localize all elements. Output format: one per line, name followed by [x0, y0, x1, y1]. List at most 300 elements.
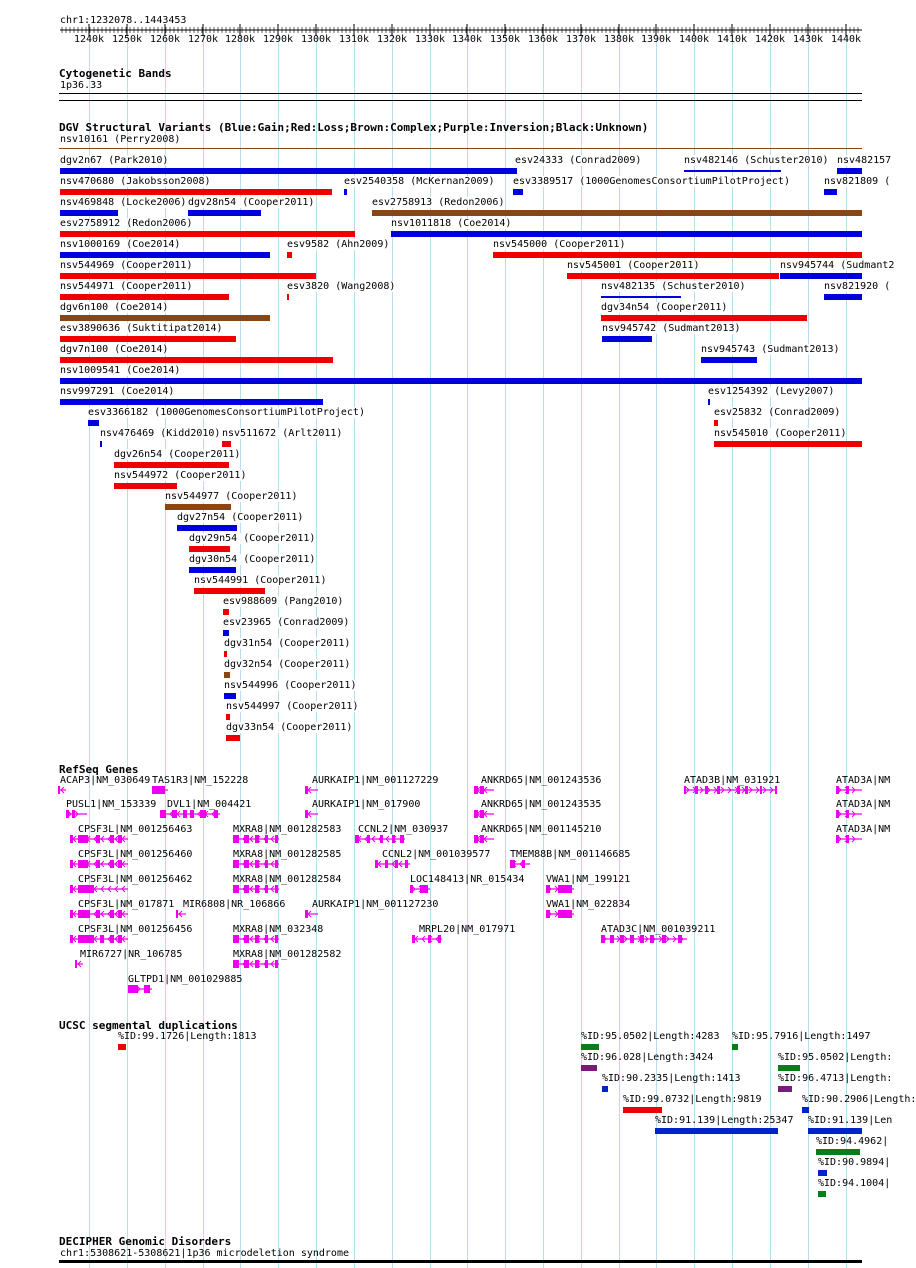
variant-study: (Cooper2011)	[225, 491, 298, 502]
gene-label: MRPL20|NM_017971	[419, 924, 516, 935]
gene-label: MXRA8|NM_032348	[233, 924, 324, 935]
variant-id: esv2758913	[372, 197, 433, 208]
variant-label	[602, 323, 741, 334]
variant-study: (Schuster2010)	[744, 155, 829, 166]
segdup-item[interactable]	[0, 1157, 890, 1177]
variant-label	[223, 596, 343, 607]
segdup-item[interactable]	[0, 1115, 893, 1135]
variant-id: dgv31n54	[224, 638, 273, 649]
gene-label: ANKRD65|NM_001145210	[481, 824, 602, 835]
dgv-variant-nsv544972[interactable]	[0, 470, 890, 490]
segdup-label: %ID:96.028|Length:3424	[581, 1052, 714, 1063]
refseq-gene[interactable]	[0, 775, 890, 795]
variant-bar[interactable]	[223, 630, 229, 636]
variant-bar[interactable]	[114, 462, 229, 468]
variant-study: (1000GenomesConsortiumPilotProject)	[579, 176, 790, 187]
ruler-tick-label: 1280k	[224, 34, 256, 45]
dgv-variant-esv988609[interactable]	[0, 596, 890, 616]
dgv-variant-nsv821809[interactable]	[0, 176, 890, 196]
variant-id: nsv544971	[60, 281, 115, 292]
dgv-variant-dgv34n54[interactable]	[0, 302, 890, 322]
variant-study: (Cooper2011)	[627, 260, 700, 271]
variant-id: nsv476469	[100, 428, 155, 439]
variant-study: (Cooper2011)	[168, 449, 241, 460]
variant-bar[interactable]	[714, 441, 862, 447]
segdup-label: %ID:90.2335|Length:1413	[602, 1073, 741, 1084]
segdup-bar[interactable]	[802, 1107, 809, 1113]
refseq-gene[interactable]	[0, 949, 890, 969]
dgv-variant-nsv1011818[interactable]	[0, 218, 890, 238]
gene-model[interactable]	[0, 959, 890, 971]
gene-label: MXRA8|NM_001282583	[233, 824, 342, 835]
ruler-tick-label: 1430k	[792, 34, 824, 45]
dgv-variant-nsv544997[interactable]	[0, 701, 890, 721]
dgv-track-title[interactable]: DGV Structural Variants (Blue:Gain;Red:Loss;Brown:Complex;Purple:Inversion;Black:Unknown)	[59, 121, 649, 134]
variant-id: nsv482146	[684, 155, 739, 166]
variant-label	[114, 470, 246, 481]
ruler-tick-label: 1340k	[451, 34, 483, 45]
segdup-bar[interactable]	[778, 1086, 792, 1092]
gene-label: VWA1|NM_199121	[546, 874, 631, 885]
ruler-tick-label: 1400k	[678, 34, 710, 45]
variant-id: nsv997291	[60, 386, 115, 397]
ruler-tick-label: 1260k	[149, 34, 181, 45]
gene-label: VWA1|NM_022834	[546, 899, 631, 910]
gene-exon	[275, 960, 278, 968]
variant-study: (Cooper2011)	[120, 281, 193, 292]
gene-model[interactable]	[0, 809, 890, 821]
dgv-variant-dgv29n54[interactable]	[0, 533, 890, 553]
segdup-bar[interactable]	[808, 1128, 862, 1134]
gene-exon	[265, 960, 268, 968]
gene-exon	[662, 935, 666, 943]
variant-study: (Cooper2011)	[254, 575, 327, 586]
variant-study: (Redon2006)	[126, 218, 193, 229]
ruler-tick-label: 1380k	[603, 34, 635, 45]
gene-label: ATAD3A|NM	[836, 799, 891, 810]
variant-bar[interactable]	[837, 168, 862, 174]
variant-label	[714, 428, 846, 439]
decipher-track-title[interactable]: DECIPHER Genomic Disorders	[59, 1235, 232, 1248]
dgv-variant-nsv1009541[interactable]	[0, 365, 890, 385]
variant-study: (	[884, 176, 891, 187]
gene-exon	[678, 935, 682, 943]
ruler-tick-label: 1360k	[527, 34, 559, 45]
variant-id: nsv945742	[602, 323, 657, 334]
variant-id: esv3389517	[513, 176, 574, 187]
gene-label: ACAP3|NM_030649	[60, 775, 151, 786]
dgv-variant-nsv544991[interactable]	[0, 575, 890, 595]
refseq-gene[interactable]	[0, 799, 890, 819]
gene-exon	[510, 860, 515, 868]
gene-label: CPSF3L|NM_001256460	[78, 849, 193, 860]
refseq-gene[interactable]	[0, 849, 890, 869]
variant-label	[226, 722, 352, 733]
segdup-item[interactable]	[0, 1094, 916, 1114]
variant-label	[837, 155, 891, 166]
segdup-track-title[interactable]: UCSC segmental duplications	[59, 1019, 238, 1032]
gene-model[interactable]	[0, 859, 890, 871]
variant-label	[493, 239, 625, 250]
gene-exon	[558, 885, 572, 893]
gene-label: ATAD3B|NM_031921	[684, 775, 781, 786]
variant-label	[824, 281, 890, 292]
segdup-bar[interactable]	[778, 1065, 800, 1071]
variant-id: dgv34n54	[601, 302, 650, 313]
gene-exon	[630, 935, 634, 943]
variant-id: nsv1009541	[60, 365, 121, 376]
gene-exon	[620, 935, 624, 943]
variant-study: (Ahn2009)	[335, 239, 390, 250]
ruler-tick-label: 1420k	[754, 34, 786, 45]
segdup-item[interactable]	[0, 1136, 890, 1156]
variant-label	[224, 680, 356, 691]
segdup-item[interactable]	[0, 1073, 893, 1093]
dgv-variant-nsv945744[interactable]	[0, 260, 895, 280]
gene-label: ANKRD65|NM_001243535	[481, 799, 602, 810]
variant-label	[165, 491, 297, 502]
variant-id: esv24333	[515, 155, 564, 166]
cytoband-label: 1p36.33	[60, 80, 103, 91]
variant-id: nsv545010	[714, 428, 769, 439]
ruler-tick-label: 1250k	[111, 34, 143, 45]
gene-model[interactable]	[0, 884, 890, 896]
segdup-label: %ID:99.0732|Length:9819	[623, 1094, 762, 1105]
gene-label: PUSL1|NM_153339	[66, 799, 157, 810]
variant-study: (Schuster2010)	[661, 281, 746, 292]
variant-study: (Suktitipat2014)	[126, 323, 223, 334]
ruler-tick-label: 1300k	[300, 34, 332, 45]
variant-study: (Cooper2011)	[278, 659, 351, 670]
variant-id: nsv482157	[837, 155, 892, 166]
refseq-gene[interactable]	[0, 899, 890, 919]
variant-id: nsv511672	[222, 428, 277, 439]
gene-label: MIR6727|NR_106785	[80, 949, 183, 960]
variant-id: nsv544977	[165, 491, 220, 502]
dgv-variant-nsv545000[interactable]	[0, 239, 890, 259]
variant-id: dgv7n100	[60, 344, 109, 355]
gene-exon	[650, 935, 654, 943]
gene-label: AURKAIP1|NM_017900	[312, 799, 421, 810]
variant-label	[224, 638, 350, 649]
segdup-item[interactable]	[0, 1052, 893, 1072]
variant-id: esv23965	[223, 617, 272, 628]
variant-bar[interactable]	[189, 546, 230, 552]
variant-label	[194, 575, 326, 586]
gene-label: MXRA8|NM_001282585	[233, 849, 342, 860]
gene-label: CPSF3L|NM_001256463	[78, 824, 193, 835]
variant-study: (Cooper2011)	[774, 428, 847, 439]
refseq-gene[interactable]	[0, 874, 890, 894]
variant-id: nsv545001	[567, 260, 622, 271]
segdup-bar[interactable]	[732, 1044, 738, 1050]
ruler-tick-label: 1320k	[376, 34, 408, 45]
variant-label	[177, 512, 303, 523]
segdup-bar[interactable]	[818, 1191, 826, 1197]
segdup-label: %ID:90.2906|Length:	[802, 1094, 916, 1105]
variant-id: dgv29n54	[189, 533, 238, 544]
variant-study: (Jakobsson2008)	[120, 176, 211, 187]
dgv-variant-dgv31n54[interactable]	[0, 638, 890, 658]
gene-label: ATAD3C|NM_001039211	[601, 924, 716, 935]
variant-bar[interactable]	[224, 693, 236, 699]
variant-label	[714, 407, 840, 418]
dgv-variant-nsv545010[interactable]	[0, 428, 890, 448]
variant-bar[interactable]	[493, 252, 862, 258]
gene-label: TAS1R3|NM_152228	[152, 775, 249, 786]
variant-study: (Cooper2011)	[286, 701, 359, 712]
variant-id: esv25832	[714, 407, 763, 418]
variant-study: (Locke2006)	[120, 197, 187, 208]
gene-label: CCNL2|NM_001039577	[382, 849, 491, 860]
variant-bar[interactable]	[194, 588, 265, 594]
ruler-tick-label: 1310k	[338, 34, 370, 45]
segdup-label: %ID:96.4713|Length:	[778, 1073, 893, 1084]
dgv-variant-esv2758913[interactable]	[0, 197, 890, 217]
variant-study: (Cooper2011)	[174, 470, 247, 481]
variant-bar[interactable]	[223, 609, 229, 615]
variant-label	[701, 344, 840, 355]
variant-bar[interactable]	[60, 378, 862, 384]
gene-exon	[546, 910, 550, 918]
variant-label	[114, 449, 240, 460]
refseq-gene[interactable]	[0, 924, 890, 944]
variant-study: (Kidd2010)	[160, 428, 221, 439]
variant-study: (Cooper2011)	[553, 239, 626, 250]
gene-model[interactable]	[0, 909, 890, 921]
variant-id: nsv482135	[601, 281, 656, 292]
dgv-variant-nsv821920[interactable]	[0, 281, 890, 301]
variant-id: dgv30n54	[189, 554, 238, 565]
variant-id: nsv945743	[701, 344, 756, 355]
variant-study: (Coe2014)	[114, 344, 169, 355]
variant-bar[interactable]	[714, 420, 718, 426]
gene-exon	[846, 835, 849, 843]
track-divider	[59, 100, 862, 101]
variant-bar[interactable]	[372, 210, 862, 216]
variant-study: (Cooper2011)	[278, 638, 351, 649]
variant-id: nsv470680	[60, 176, 115, 187]
segdup-label: %ID:91.139|Len	[808, 1115, 893, 1126]
refseq-gene[interactable]	[0, 824, 890, 844]
variant-id: esv3366182	[88, 407, 149, 418]
gene-label: ATAD3A|NM	[836, 775, 891, 786]
variant-study: (Conrad2009)	[768, 407, 841, 418]
variant-bar[interactable]	[708, 399, 710, 405]
segdup-bar[interactable]	[818, 1170, 827, 1176]
variant-study: (Coe2014)	[126, 365, 181, 376]
variant-id: dgv28n54	[188, 197, 237, 208]
variant-study: (Cooper2011)	[231, 512, 304, 523]
variant-id: dgv27n54	[177, 512, 226, 523]
variant-label	[60, 365, 180, 376]
segdup-item[interactable]	[0, 1031, 890, 1051]
segdup-label: %ID:90.9894|	[818, 1157, 891, 1168]
segdup-label: %ID:91.139|Length:25347	[655, 1115, 794, 1126]
variant-bar[interactable]	[391, 231, 862, 237]
dgv-variant-esv23965[interactable]	[0, 617, 890, 637]
variant-study: (Sudmant2013)	[761, 344, 840, 355]
variant-bar[interactable]	[226, 735, 240, 741]
variant-study: (Levy2007)	[774, 386, 835, 397]
variant-label	[224, 659, 350, 670]
gene-exon	[244, 960, 249, 968]
variant-bar[interactable]	[601, 315, 807, 321]
variant-study: (Conrad2009)	[569, 155, 642, 166]
gene-label: MXRA8|NM_001282584	[233, 874, 342, 885]
variant-id: nsv544972	[114, 470, 169, 481]
variant-id: nsv1011818	[391, 218, 452, 229]
variant-bar[interactable]	[189, 567, 236, 573]
variant-study: (Cooper2011)	[120, 260, 193, 271]
variant-id: esv3890636	[60, 323, 121, 334]
variant-label	[223, 617, 349, 628]
gene-label: CCNL2|NM_030937	[358, 824, 449, 835]
variant-id: nsv544969	[60, 260, 115, 271]
ruler-tick-label: 1370k	[565, 34, 597, 45]
ruler-tick-label: 1350k	[489, 34, 521, 45]
gene-exon	[233, 960, 239, 968]
dgv-variant-dgv32n54[interactable]	[0, 659, 890, 679]
variant-label	[708, 386, 834, 397]
variant-bar[interactable]	[824, 189, 837, 195]
variant-label	[824, 176, 890, 187]
variant-id: nsv1000169	[60, 239, 121, 250]
gene-label: MIR6808|NR_106866	[183, 899, 286, 910]
gene-exon	[522, 860, 525, 868]
decipher-item-label[interactable]: chr1:5308621-5308621|1p36 microdeletion syndrome	[60, 1248, 349, 1259]
gene-exon	[640, 935, 644, 943]
dgv-header-bar	[59, 148, 862, 149]
variant-bar[interactable]	[224, 651, 227, 657]
gene-label: MXRA8|NM_001282582	[233, 949, 342, 960]
dgv-variant-dgv27n54[interactable]	[0, 512, 890, 532]
variant-study: (	[884, 281, 891, 292]
variant-id: dgv32n54	[224, 659, 273, 670]
gene-label: ATAD3A|NM	[836, 824, 891, 835]
variant-bar[interactable]	[177, 525, 237, 531]
cytoband-line	[59, 93, 862, 94]
ruler-tick-label: 1240k	[73, 34, 105, 45]
variant-id: nsv544996	[224, 680, 279, 691]
gene-exon	[836, 786, 839, 794]
segdup-label: %ID:94.4962|	[816, 1136, 889, 1147]
variant-study: (Arlt2011)	[282, 428, 343, 439]
refseq-gene[interactable]	[0, 974, 890, 994]
segdup-item[interactable]	[0, 1178, 890, 1198]
variant-label	[391, 218, 511, 229]
gene-exon	[836, 810, 839, 818]
variant-study: (Park2010)	[108, 155, 169, 166]
dgv-header-item[interactable]: nsv10161 (Perry2008)	[60, 134, 181, 145]
gene-label: DVL1|NM_004421	[167, 799, 252, 810]
variant-study: (Coe2014)	[120, 386, 175, 397]
variant-study: (Redon2006)	[438, 197, 505, 208]
variant-id: dgv26n54	[114, 449, 163, 460]
variant-study: (Cooper2011)	[243, 554, 316, 565]
decipher-item-bar[interactable]	[59, 1260, 862, 1263]
dgv-variant-dgv30n54[interactable]	[0, 554, 890, 574]
dgv-variant-nsv945743[interactable]	[0, 344, 890, 364]
gene-label: CPSF3L|NM_001256462	[78, 874, 193, 885]
variant-bar[interactable]	[224, 672, 230, 678]
gene-exon	[610, 935, 614, 943]
variant-study: (Wang2008)	[335, 281, 396, 292]
ruler-tick-label: 1440k	[830, 34, 862, 45]
variant-bar[interactable]	[780, 273, 862, 279]
cytoband-track-title[interactable]: Cytogenetic Bands	[59, 67, 172, 80]
variant-bar[interactable]	[701, 357, 757, 363]
variant-id: esv1254392	[708, 386, 769, 397]
variant-label	[189, 533, 315, 544]
variant-id: dgv2n67	[60, 155, 103, 166]
variant-bar[interactable]	[114, 483, 177, 489]
ruler-tick-label: 1410k	[716, 34, 748, 45]
dgv-variant-nsv544977[interactable]	[0, 491, 890, 511]
variant-bar[interactable]	[824, 294, 862, 300]
gene-label: AURKAIP1|NM_001127229	[312, 775, 439, 786]
gene-exon	[558, 910, 572, 918]
dgv-variant-dgv33n54[interactable]	[0, 722, 890, 742]
variant-id: esv3820	[287, 281, 330, 292]
variant-study: (Cooper2011)	[284, 680, 357, 691]
variant-id: nsv469848	[60, 197, 115, 208]
variant-study: (Coe2014)	[114, 302, 169, 313]
gene-model[interactable]	[0, 785, 890, 797]
variant-id: esv988609	[223, 596, 278, 607]
variant-bar[interactable]	[602, 336, 652, 342]
variant-study: (Sudmant2	[840, 260, 895, 271]
dgv-variant-nsv544996[interactable]	[0, 680, 890, 700]
gene-model[interactable]	[0, 934, 890, 946]
gene-model[interactable]	[0, 834, 890, 846]
ruler-tick-label: 1390k	[640, 34, 672, 45]
dgv-variant-nsv945742[interactable]	[0, 323, 890, 343]
gene-exon	[546, 885, 550, 893]
dgv-variant-nsv482157[interactable]	[0, 155, 890, 175]
refseq-track-title[interactable]: RefSeq Genes	[59, 763, 139, 776]
dgv-variant-esv25832[interactable]	[0, 407, 890, 427]
variant-study: (Coe2014)	[457, 218, 512, 229]
variant-study: (Conrad2009)	[277, 617, 350, 628]
dgv-variant-dgv26n54[interactable]	[0, 449, 890, 469]
variant-label	[372, 197, 504, 208]
variant-id: nsv545000	[493, 239, 548, 250]
gene-label: AURKAIP1|NM_001127230	[312, 899, 439, 910]
variant-id: nsv544991	[194, 575, 249, 586]
variant-bar[interactable]	[226, 714, 230, 720]
segdup-label: %ID:94.1004|	[818, 1178, 891, 1189]
variant-id: nsv945744	[780, 260, 835, 271]
gene-label: CPSF3L|NM_017871	[78, 899, 175, 910]
variant-label	[189, 554, 315, 565]
variant-study: (Cooper2011)	[243, 533, 316, 544]
segdup-label: %ID:95.0502|Length:	[778, 1052, 893, 1063]
gene-model[interactable]	[0, 984, 890, 996]
variant-id: esv2758912	[60, 218, 121, 229]
ruler-tick-label: 1270k	[187, 34, 219, 45]
segdup-label: %ID:95.7916|Length:1497	[732, 1031, 871, 1042]
dgv-variant-esv1254392[interactable]	[0, 386, 890, 406]
variant-study: (Cooper2011)	[280, 722, 353, 733]
gene-label: LOC148413|NR_015434	[410, 874, 525, 885]
gene-label: ANKRD65|NM_001243536	[481, 775, 602, 786]
variant-bar[interactable]	[165, 504, 231, 510]
gene-exon	[255, 960, 259, 968]
ruler-location-label: chr1:1232078..1443453	[60, 15, 187, 26]
segdup-bar[interactable]	[816, 1149, 860, 1155]
variant-study: (1000GenomesConsortiumPilotProject)	[154, 407, 365, 418]
